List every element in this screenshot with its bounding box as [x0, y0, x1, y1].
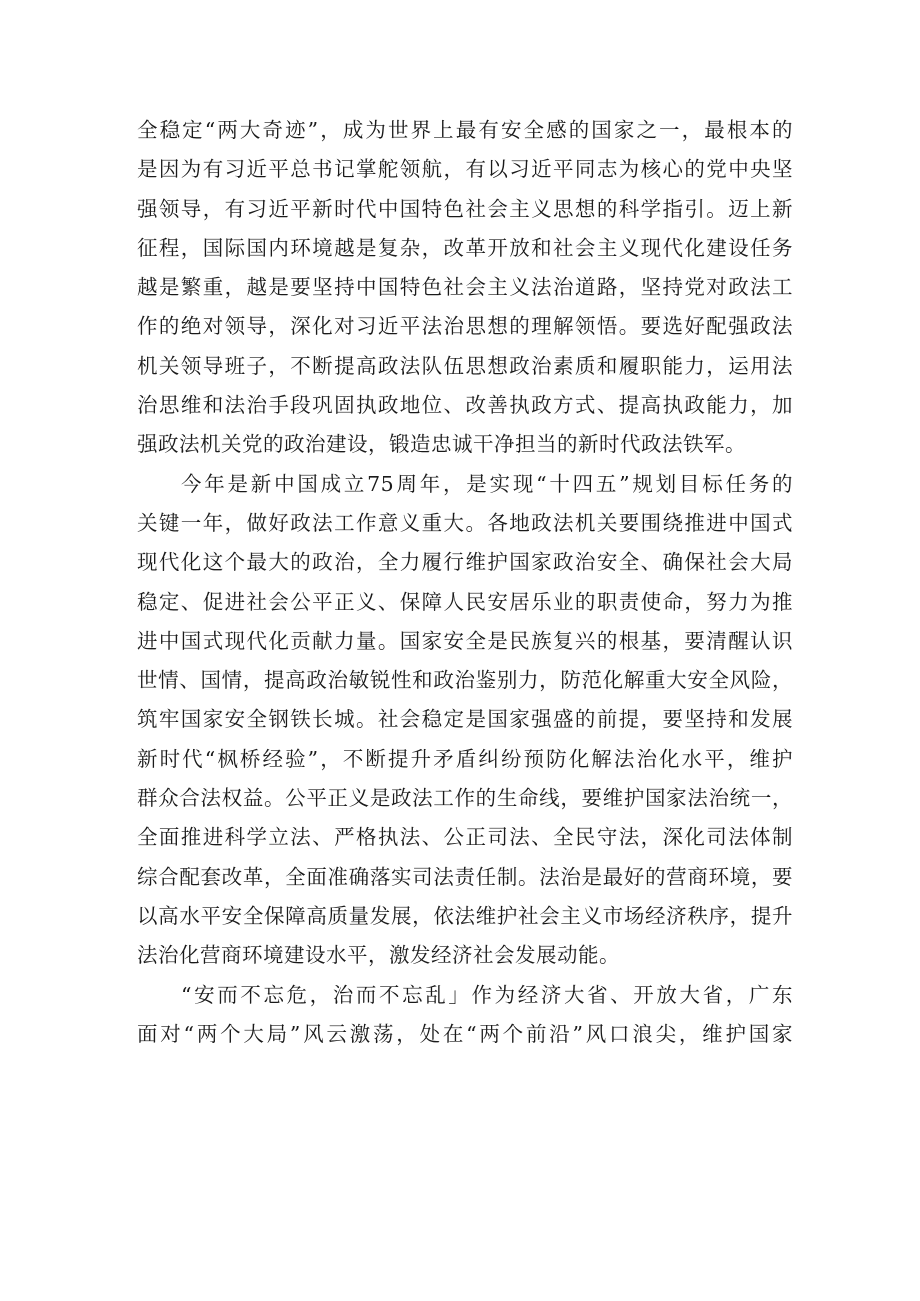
text-line: 全稳定“两大奇迹”，成为世界上最有安全感的国家之一，最根本的: [137, 118, 793, 142]
text-line: 全面推进科学立法、严格执法、公正司法、全民守法，深化司法体制: [137, 825, 793, 850]
text-line: 以高水平安全保障高质量发展，依法维护社会主义市场经济秩序，提升: [137, 903, 793, 928]
document-body: [137, 111, 793, 1054]
text-line: 治思维和法治手段巩固执政地位、改善执政方式、提高执政能力，加: [137, 393, 793, 418]
text-line: 进中国式现代化贡献力量。国家安全是民族复兴的根基，要清醒认识: [137, 628, 793, 653]
text-line: 世情、国情，提高政治敏锐性和政治鉴别力，防范化解重大安全风险，: [137, 668, 793, 693]
text-line: 新时代“枫桥经验”，不断提升矛盾纠纷预防化解法治化水平，维护: [137, 746, 793, 771]
text-line: “安而不忘危，治而不忘乱」作为经济大省、开放大省，广东: [181, 982, 793, 1007]
text-line: 征程，国际国内环境越是复杂，改革开放和社会主义现代化建设任务: [137, 235, 793, 260]
text-line: 强领导，有习近平新时代中国特色社会主义思想的科学指引。迈上新: [137, 196, 793, 221]
text-line: 今年是新中国成立75周年，是实现“十四五”规划目标任务的: [181, 471, 793, 496]
text-line: 是因为有习近平总书记掌舵领航，有以习近平同志为核心的党中央坚: [137, 157, 793, 182]
text-line: 强政法机关党的政治建设，锻造忠诚干净担当的新时代政法铁军。: [137, 432, 746, 457]
text-line: 现代化这个最大的政治，全力履行维护国家政治安全、确保社会大局: [137, 550, 793, 575]
paragraph-2: [137, 465, 793, 976]
text-line: 综合配套改革，全面准确落实司法责任制。法治是最好的营商环境，要: [137, 864, 793, 889]
paragraph-1: [137, 111, 793, 465]
text-line: 稳定、促进社会公平正义、保障人民安居乐业的职责使命，努力为推: [137, 589, 793, 614]
text-line: 群众合法权益。公平正义是政法工作的生命线，要维护国家法治统一，: [137, 786, 793, 811]
text-line: 关键一年，做好政法工作意义重大。各地政法机关要围绕推进中国式: [137, 510, 793, 535]
text-line: 面对“两个大局”风云激荡，处在“两个前沿”风口浪尖，维护国家: [137, 1021, 793, 1046]
text-line: 机关领导班子，不断提高政法队伍思想政治素质和履职能力，运用法: [137, 353, 793, 378]
text-line: 作的绝对领导，深化对习近平法治思想的理解领悟。要选好配强政法: [137, 314, 793, 339]
text-line: 筑牢国家安全钢铁长城。社会稳定是国家强盛的前提，要坚持和发展: [137, 707, 793, 732]
text-line: 越是繁重，越是要坚持中国特色社会主义法治道路，坚持党对政法工: [137, 275, 793, 300]
text-line: 法治化营商环境建设水平，激发经济社会发展动能。: [137, 943, 620, 968]
paragraph-3: [137, 976, 793, 1055]
